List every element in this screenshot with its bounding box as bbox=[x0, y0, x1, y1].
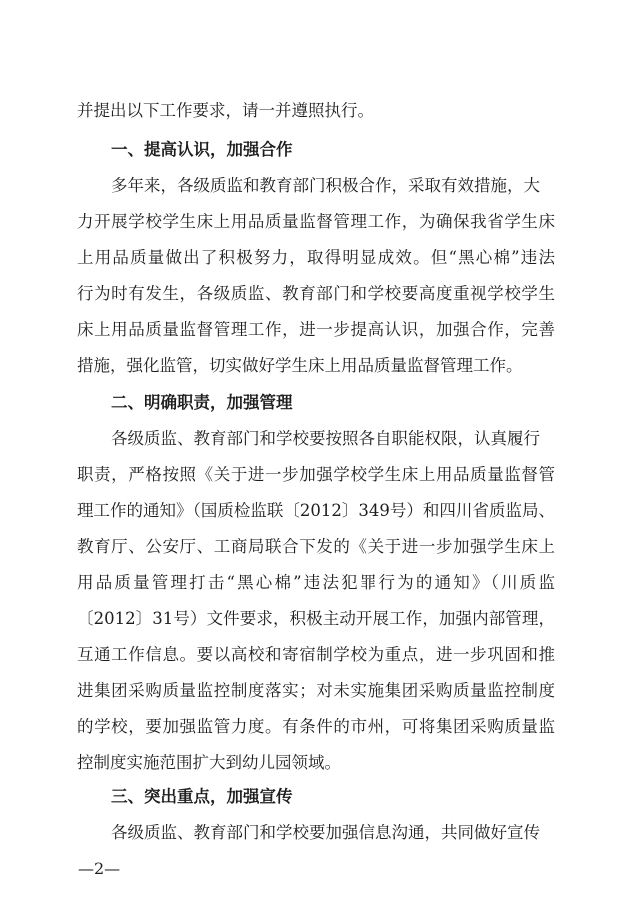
paragraph-line: 互通工作信息。要以高校和寄宿制学校为重点，进一步巩固和推 bbox=[77, 645, 555, 664]
paragraph-line: 行为时有发生，各级质监、教育部门和学校要高度重视学校学生 bbox=[77, 284, 555, 303]
paragraph-line: 进集团采购质量监控制度落实；对未实施集团采购质量监控制度 bbox=[77, 681, 555, 700]
paragraph-line: 控制度实施范围扩大到幼儿园领域。 bbox=[77, 753, 341, 772]
paragraph-line: 措施，强化监管，切实做好学生床上用品质量监督管理工作。 bbox=[77, 356, 523, 375]
page-number: —2— bbox=[78, 859, 121, 878]
paragraph-line: 理工作的通知》（国质检监联〔2012〕349号）和四川省质监局、 bbox=[77, 501, 555, 520]
section-heading-2: 二、明确职责，加强管理 bbox=[111, 393, 293, 412]
paragraph-line: 力开展学校学生床上用品质量监督管理工作，为确保我省学生床 bbox=[77, 212, 555, 231]
paragraph-line: 职责，严格按照《关于进一步加强学校学生床上用品质量监督管 bbox=[77, 465, 555, 484]
section-heading-3: 三、突出重点，加强宣传 bbox=[111, 787, 293, 806]
paragraph-line: 多年来，各级质监和教育部门积极合作，采取有效措施，大 bbox=[111, 176, 540, 195]
paragraph-line: 的学校，要加强监管力度。有条件的市州，可将集团采购质量监 bbox=[77, 717, 555, 736]
paragraph-line: 〔2012〕31号）文件要求，积极主动开展工作，加强内部管理， bbox=[77, 609, 555, 628]
paragraph-line: 各级质监、教育部门和学校要加强信息沟通，共同做好宣传 bbox=[111, 823, 540, 842]
paragraph-line: 床上用品质量监督管理工作，进一步提高认识，加强合作，完善 bbox=[77, 320, 555, 339]
paragraph-line: 各级质监、教育部门和学校要按照各自职能权限，认真履行 bbox=[111, 429, 540, 448]
paragraph-line: 并提出以下工作要求，请一并遵照执行。 bbox=[77, 101, 374, 120]
paragraph-line: 教育厅、公安厅、工商局联合下发的《关于进一步加强学生床上 bbox=[77, 537, 555, 556]
paragraph-line: 用品质量管理打击“黑心棉”违法犯罪行为的通知》（川质监 bbox=[77, 573, 555, 592]
paragraph-line: 上用品质量做出了积极努力，取得明显成效。但“黑心棉”违法 bbox=[77, 248, 555, 267]
section-heading-1: 一、提高认识，加强合作 bbox=[111, 140, 293, 159]
